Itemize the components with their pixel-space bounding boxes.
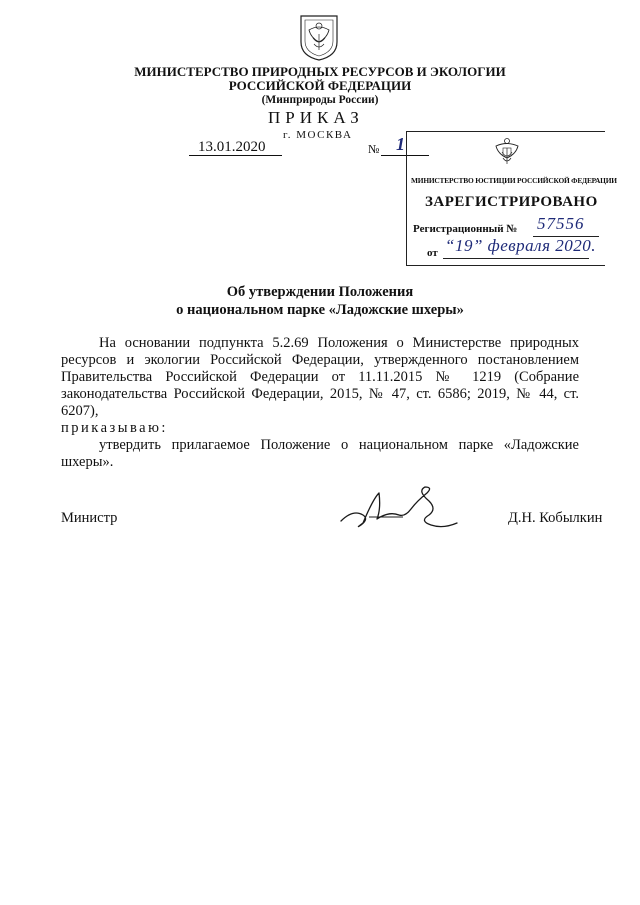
handwritten-signature-icon: [333, 479, 459, 536]
ministry-short-name: (Минприроды России): [261, 94, 379, 106]
ministry-name-line1: МИНИСТЕРСТВО ПРИРОДНЫХ РЕСУРСОВ И ЭКОЛОГИИ: [134, 64, 506, 79]
decree-word: приказываю:: [61, 420, 168, 436]
registration-stamp: [406, 131, 617, 266]
stamp-registration-date: “19” февраля 2020.: [445, 236, 596, 255]
body-paragraph-approve: утвердить прилагаемое Положение о национальном парке «Ладожские шхеры».: [61, 437, 579, 470]
document-date: 13.01.2020: [198, 139, 266, 155]
date-underline: [189, 155, 282, 156]
stamp-reg-number-label: Регистрационный №: [413, 223, 518, 235]
document-title-line2: о национальном парке «Ладожские шхеры»: [176, 302, 464, 318]
number-sign: №: [368, 142, 380, 156]
document-type: ПРИКАЗ: [268, 108, 364, 127]
signatory-position: Министр: [61, 510, 118, 526]
stamp-date-label: от: [427, 247, 438, 259]
document-body: [61, 335, 579, 471]
stamp-status: ЗАРЕГИСТРИРОВАНО: [425, 194, 598, 210]
document-number: 1: [396, 134, 405, 154]
coat-of-arms-icon: [297, 12, 341, 62]
stamp-emblem-icon: [493, 136, 521, 168]
stamp-reg-number: 57556: [537, 214, 585, 233]
stamp-authority: МИНИСТЕРСТВО ЮСТИЦИИ РОССИЙСКОЙ ФЕДЕРАЦИИ: [411, 176, 617, 185]
signatory-name: Д.Н. Кобылкин: [508, 510, 603, 526]
document-title-line1: Об утверждении Положения: [226, 284, 414, 300]
body-paragraph-basis: На основании подпункта 5.2.69 Положения о Министерстве природных ресурсов и экологии Российской Федерации, утвержденного постановлением Правительства Российской Федерации от 11.11.2015 № 1219 (Собрание законодательства Российской Федерации, 2015, № 47, ст. 6586; 2019, № 44, ст. 6207),: [61, 335, 579, 419]
ministry-name-line2: РОССИЙСКОЙ ФЕДЕРАЦИИ: [228, 78, 412, 93]
stamp-date-underline: [443, 258, 589, 259]
city: г. МОСКВА: [283, 129, 353, 141]
